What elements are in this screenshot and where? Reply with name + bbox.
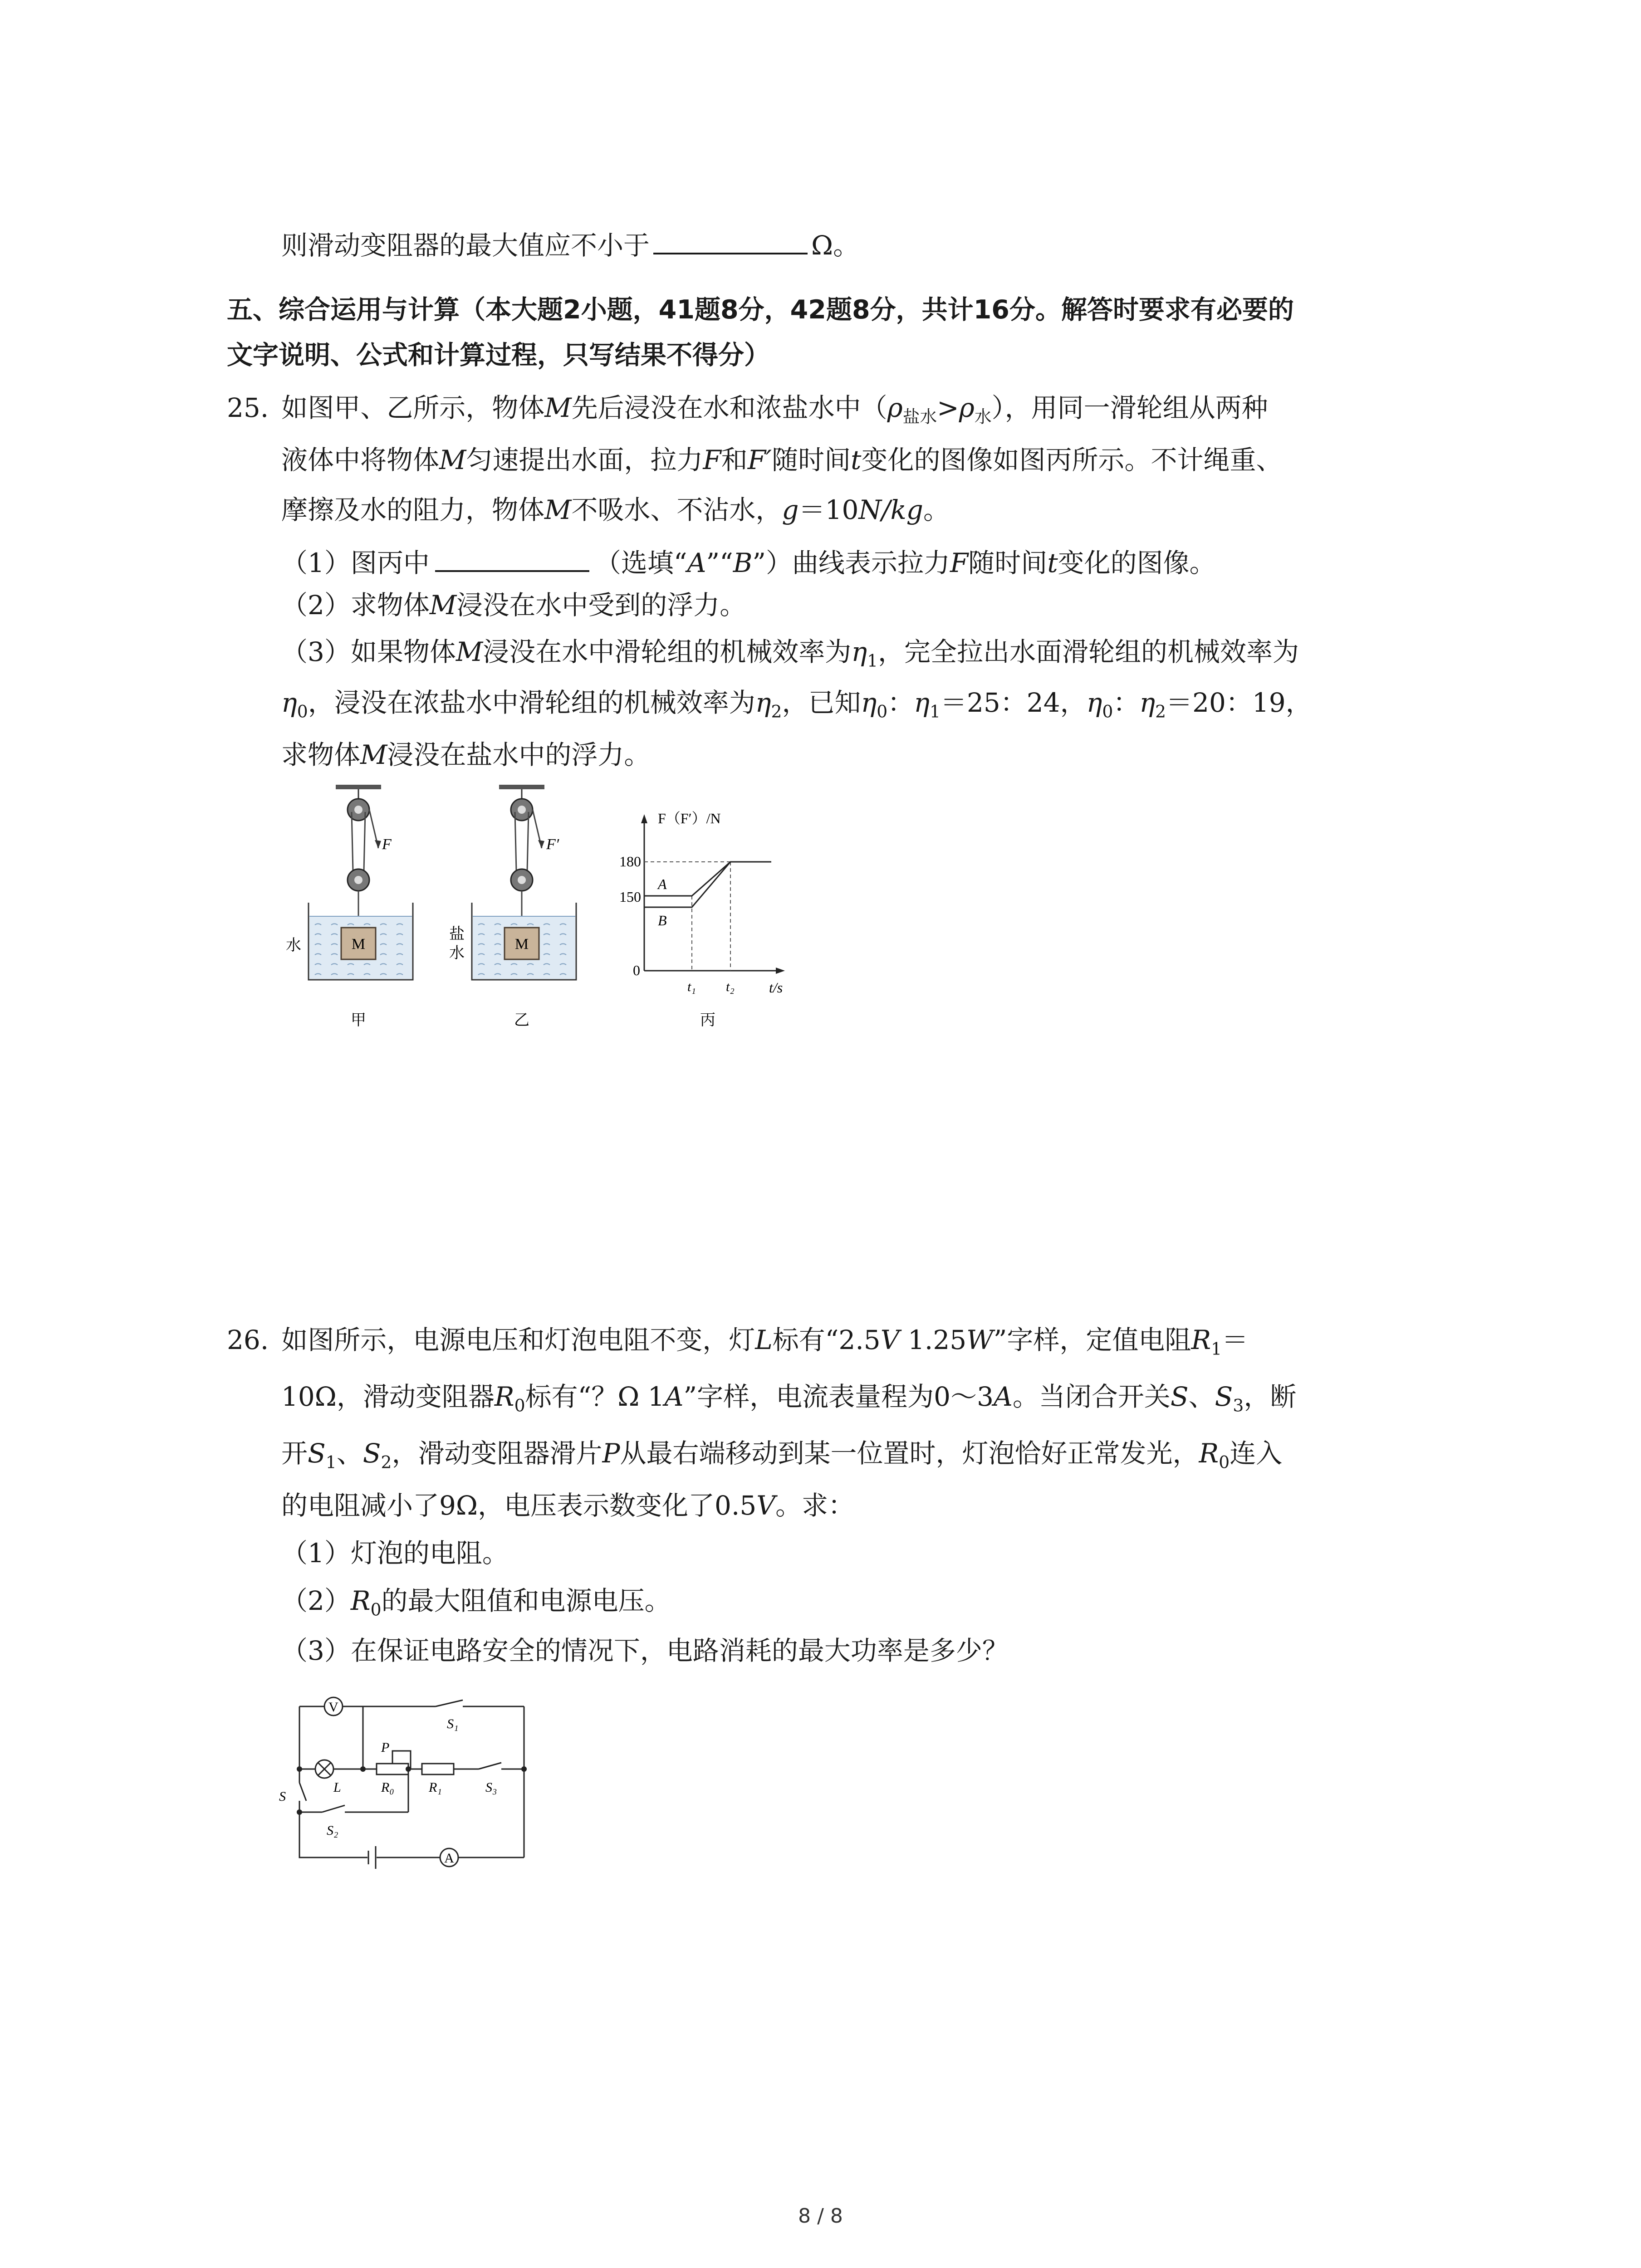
q26-number: 26. — [227, 1325, 269, 1355]
svg-text:t/s: t/s — [769, 979, 783, 996]
salt-water-label: 水 — [449, 945, 465, 962]
q25-line1: 25. 如图甲、乙所示，物体M先后浸没在水和浓盐水中$(\rho_{盐水}>\rho_水)$，用同一滑轮组从两种 — [227, 392, 1268, 427]
fill-in-line — [281, 229, 859, 259]
svg-text:t₁: t₁ — [687, 979, 696, 994]
force-label: F — [382, 836, 392, 853]
q26-circuit — [272, 1678, 554, 1869]
svg-text:M: M — [351, 936, 366, 953]
svg-text:R₀: R₀ — [381, 1780, 394, 1795]
tick-150: 150 — [619, 889, 641, 905]
caption-jia: 甲 — [351, 1012, 366, 1029]
caption-bing: 丙 — [700, 1012, 715, 1029]
svg-text:S₂: S₂ — [327, 1823, 338, 1838]
y-axis-label: F（F′）/N — [658, 810, 721, 826]
section-heading-line1: 五、综合运用与计算（本大题2小题，41题8分，42题8分，共计16分。解答时要求有必要的 — [227, 295, 1294, 325]
svg-text:P: P — [381, 1740, 390, 1755]
q25-figure — [281, 780, 803, 1052]
answer-blank[interactable] — [653, 229, 808, 254]
q26-part1: （1）灯泡的电阻。 — [281, 1538, 509, 1569]
q25-line2: 液体中将物体M匀速提出水面，拉力F和F′随时间t变化的图像如图丙所示。不计绳重、 — [281, 445, 1283, 475]
section-heading-line2: 文字说明、公式和计算过程，只写结果不得分） — [227, 340, 770, 370]
q25-part3-line1: （3）如果物体M浸没在水中滑轮组的机械效率为$\eta_1$，完全拉出水面滑轮组的机械效率为 — [281, 636, 1299, 671]
svg-text:S₃: S₃ — [485, 1780, 497, 1795]
tick-zero: 0 — [633, 962, 640, 978]
q26-line1: 26. 如图所示，电源电压和灯泡电阻不变，灯L标有“2.5V 1.25W”字样，定值电阻$R_1=$ — [227, 1325, 1249, 1359]
svg-text:A: A — [658, 876, 667, 892]
figure-bing-graph — [619, 810, 785, 1029]
svg-text:V: V — [328, 1700, 338, 1715]
tick-180: 180 — [619, 853, 641, 870]
answer-blank[interactable] — [435, 547, 589, 572]
salt-label: 盐 — [449, 926, 465, 943]
q26-line2: 10Ω，滑动变阻器$R_0$标有“？Ω 1A”字样，电流表量程为0～3A。当闭合开关S、$S_3$，断 — [281, 1381, 1297, 1416]
q25-number: 25. — [227, 392, 269, 423]
svg-text:A: A — [444, 1851, 454, 1866]
svg-text:L: L — [333, 1780, 341, 1795]
svg-text:B: B — [658, 912, 667, 929]
svg-text:t₂: t₂ — [726, 979, 735, 994]
force-label: F′ — [546, 836, 559, 853]
figure-jia — [286, 785, 413, 1029]
q26-line3: 开$S_1$、$S_2$，滑动变阻器滑片P从最右端移动到某一位置时，灯泡恰好正常发光，$R_0$连入 — [281, 1438, 1283, 1472]
curve-b — [644, 862, 730, 907]
q25-part2: （2）求物体M浸没在水中受到的浮力。 — [281, 590, 746, 621]
svg-text:S₁: S₁ — [447, 1716, 459, 1731]
q25-part1: （1）图丙中 （选填“A”“B”）曲线表示拉力F随时间t变化的图像。 — [281, 547, 1216, 578]
fill-in-suffix: Ω。 — [811, 230, 860, 261]
svg-text:M: M — [514, 936, 529, 953]
q26-part3: （3）在保证电路安全的情况下，电路消耗的最大功率是多少？ — [281, 1635, 1009, 1666]
fill-in-prefix: 则滑动变阻器的最大值应不小于 — [281, 230, 650, 261]
q26-part2: $(2)R_0$的最大阻值和电源电压。 — [281, 1585, 671, 1620]
q26-line4: 的电阻减小了9Ω，电压表示数变化了0.5V。求： — [281, 1490, 855, 1521]
svg-text:R₁: R₁ — [429, 1780, 442, 1795]
page-number: 8 / 8 — [798, 2204, 843, 2228]
q25-part3-line2: $\eta_0$，浸没在浓盐水中滑轮组的机械效率为$\eta_2$，已知$\eta_0$：$\eta_1=25$：24，$\eta_0$：$\eta_2=20$：19， — [281, 687, 1312, 722]
svg-text:S: S — [279, 1789, 286, 1804]
water-label: 水 — [286, 937, 301, 954]
q25-line3: 摩擦及水的阻力，物体M不吸水、不沾水，g＝10N/kg。 — [281, 494, 950, 525]
figure-yi — [449, 785, 576, 1029]
q25-part3-line3: 求物体M浸没在盐水中的浮力。 — [281, 739, 651, 770]
caption-yi: 乙 — [514, 1012, 529, 1029]
